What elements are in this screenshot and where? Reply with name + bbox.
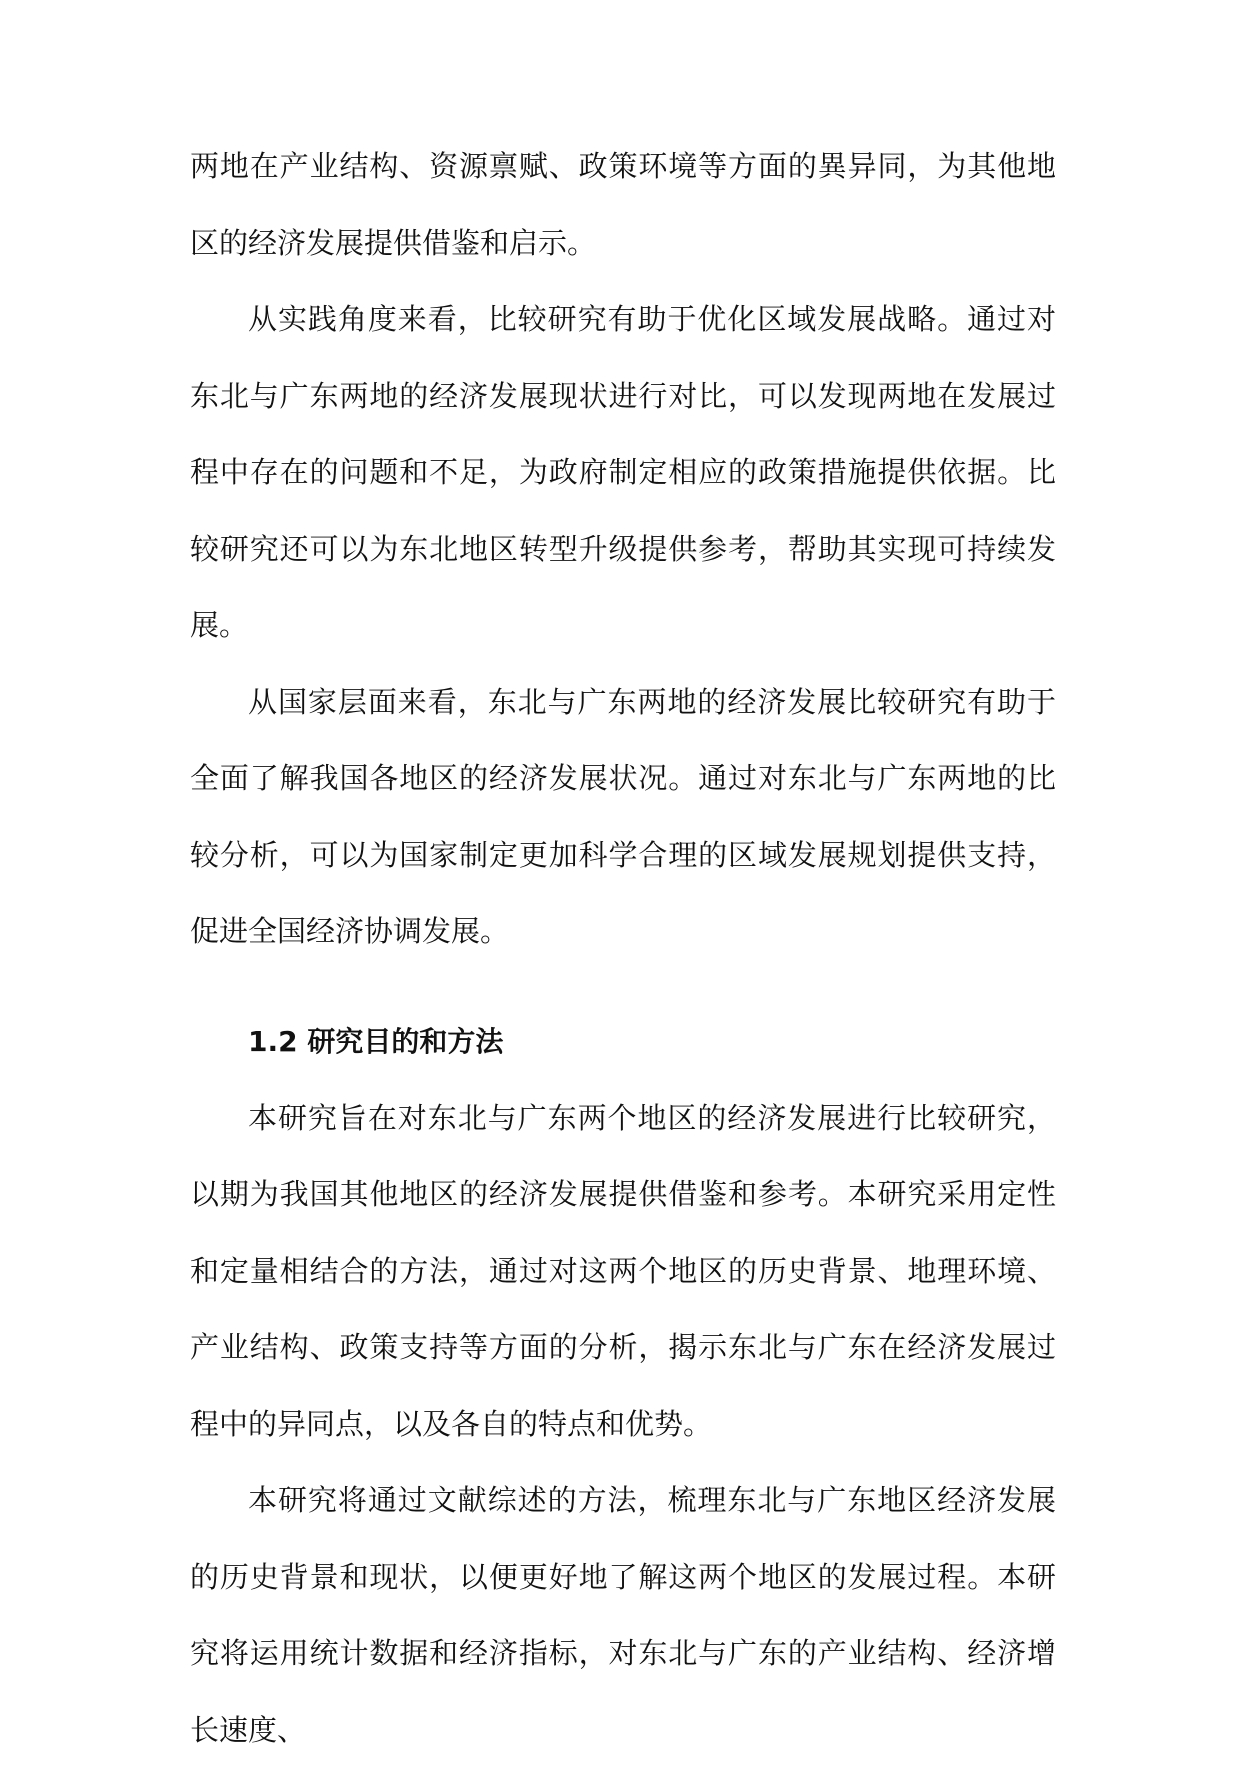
spacer (190, 970, 1056, 1004)
paragraph-method: 本研究将通过文献综述的方法，梳理东北与广东地区经济发展的历史背景和现状，以便更好地了解这两个地区的发展过程。本研究将运用统计数据和经济指标，对东北与广东的产业结构、经济增长速度、 (190, 1483, 1056, 1747)
paragraph-continued: 两地在产业结构、资源禀赋、政策环境等方面的異异同，为其他地区的经济发展提供借鉴和启示。 (190, 149, 1056, 260)
section-heading: 1.2 研究目的和方法 (248, 1024, 504, 1058)
paragraph-national: 从国家层面来看，东北与广东两地的经济发展比较研究有助于全面了解我国各地区的经济发展状况。通过对东北与广东两地的比较分析，可以为国家制定更加科学合理的区域发展规划提供支持，促进全国经济协调发展。 (190, 684, 1056, 948)
document-body (190, 128, 1056, 1768)
paragraph-purpose: 本研究旨在对东北与广东两个地区的经济发展进行比较研究，以期为我国其他地区的经济发展提供借鉴和参考。本研究采用定性和定量相结合的方法，通过对这两个地区的历史背景、地理环境、产业结构、政策支持等方面的分析，揭示东北与广东在经济发展过程中的异同点，以及各自的特点和优势。 (190, 1100, 1056, 1441)
paragraph-practice: 从实践角度来看，比较研究有助于优化区域发展战略。通过对东北与广东两地的经济发展现状进行对比，可以发现两地在发展过程中存在的问题和不足，为政府制定相应的政策措施提供依据。比较研究还可以为东北地区转型升级提供参考，帮助其实现可持续发展。 (190, 302, 1056, 642)
